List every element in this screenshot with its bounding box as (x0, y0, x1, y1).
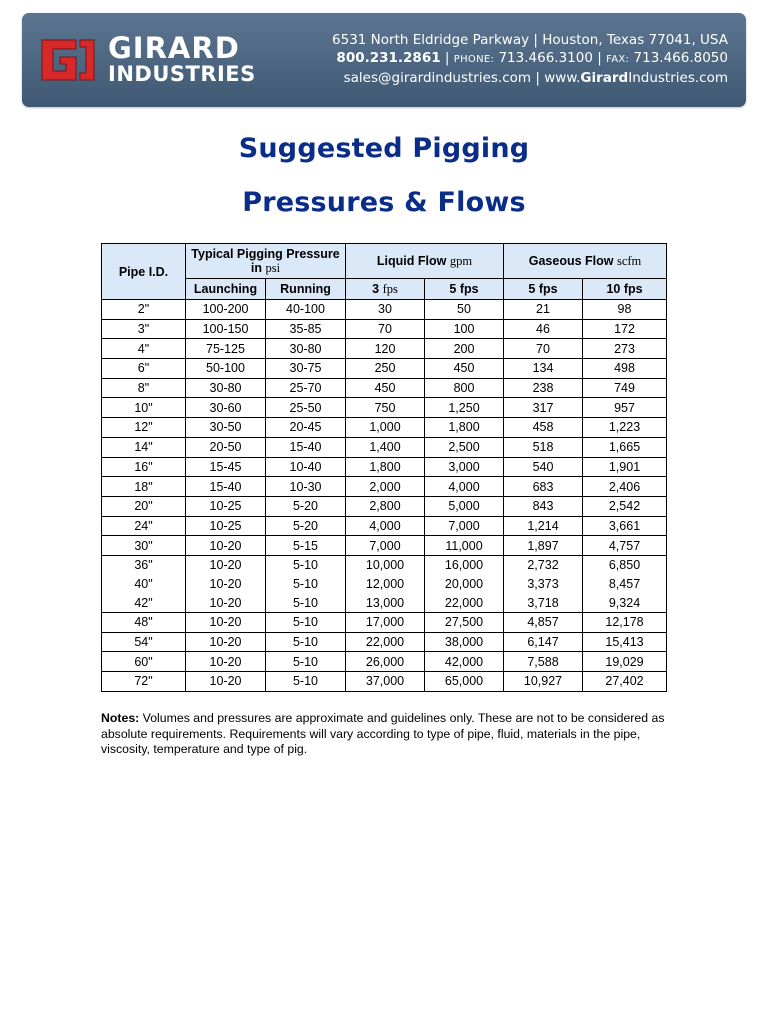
cell-gas-10fps: 273 (583, 339, 667, 359)
notes-label: Notes: (101, 711, 140, 725)
table-row (102, 418, 667, 438)
cell-running: 5-10 (266, 575, 346, 594)
cell-liquid-5fps: 1,800 (425, 418, 504, 438)
header-gas-10fps: 10 fps (583, 279, 667, 300)
page-title-line1: Suggested Pigging (238, 133, 530, 164)
cell-liquid-3fps: 250 (346, 359, 425, 379)
cell-liquid-5fps: 16,000 (425, 555, 504, 574)
table-row (102, 672, 667, 692)
table-row (102, 339, 667, 359)
cell-pipe-id: 40" (102, 575, 186, 594)
cell-running: 5-15 (266, 536, 346, 556)
header-running: Running (266, 279, 346, 300)
cell-running: 30-75 (266, 359, 346, 379)
cell-pipe-id: 8" (102, 378, 186, 398)
cell-launching: 30-60 (186, 398, 266, 418)
cell-pipe-id: 12" (102, 418, 186, 438)
cell-gas-10fps: 27,402 (583, 672, 667, 692)
cell-liquid-5fps: 20,000 (425, 575, 504, 594)
table-row (102, 300, 667, 320)
cell-liquid-5fps: 11,000 (425, 536, 504, 556)
header-liquid-5fps: 5 fps (425, 279, 504, 300)
cell-running: 20-45 (266, 418, 346, 438)
cell-liquid-3fps: 2,000 (346, 477, 425, 497)
table-row (102, 613, 667, 633)
cell-liquid-3fps: 750 (346, 398, 425, 418)
phone-number: 713.466.3100 (498, 50, 593, 66)
table-row (102, 477, 667, 497)
brand-name (108, 31, 256, 86)
cell-pipe-id: 10" (102, 398, 186, 418)
cell-pipe-id: 72" (102, 672, 186, 692)
cell-launching: 30-80 (186, 378, 266, 398)
table-row (102, 437, 667, 457)
cell-running: 30-80 (266, 339, 346, 359)
cell-gas-10fps: 498 (583, 359, 667, 379)
cell-gas-5fps: 238 (504, 378, 583, 398)
cell-liquid-5fps: 38,000 (425, 632, 504, 652)
header-liquid-flow: Liquid Flow gpm (346, 244, 504, 279)
table-row (102, 536, 667, 556)
website-link[interactable]: www.GirardIndustries.com (544, 70, 728, 86)
cell-gas-5fps: 518 (504, 437, 583, 457)
header-liquid-3fps: 3 fps (346, 279, 425, 300)
table-row (102, 652, 667, 672)
cell-pipe-id: 14" (102, 437, 186, 457)
cell-pipe-id: 3" (102, 319, 186, 339)
cell-gas-5fps: 4,857 (504, 613, 583, 633)
cell-pipe-id: 6" (102, 359, 186, 379)
phone-line: 800.231.2861 | PHONE: 713.466.3100 | FAX: 713.466.8050 (336, 50, 728, 66)
cell-launching: 10-20 (186, 536, 266, 556)
cell-running: 5-10 (266, 555, 346, 574)
header-gas-5fps: 5 fps (504, 279, 583, 300)
cell-gas-10fps: 1,901 (583, 457, 667, 477)
cell-liquid-5fps: 65,000 (425, 672, 504, 692)
cell-liquid-3fps: 37,000 (346, 672, 425, 692)
table-row (102, 632, 667, 652)
cell-liquid-3fps: 17,000 (346, 613, 425, 633)
table-row (102, 319, 667, 339)
table-row (102, 555, 667, 574)
table-row (102, 457, 667, 477)
cell-pipe-id: 48" (102, 613, 186, 633)
phone-label: PHONE: (453, 54, 495, 65)
cell-liquid-3fps: 1,000 (346, 418, 425, 438)
cell-launching: 20-50 (186, 437, 266, 457)
web-line: sales@girardindustries.com | www.GirardIndustries.com (343, 70, 728, 86)
cell-gas-5fps: 46 (504, 319, 583, 339)
cell-gas-5fps: 2,732 (504, 555, 583, 574)
cell-running: 5-10 (266, 613, 346, 633)
notes-text: Volumes and pressures are approximate and guidelines only. These are not to be considered as absolute requirements. Requirements will vary according to type of pipe, fluid, materials in the pipe, viscosity, temperature and type of pig. (101, 711, 665, 756)
pigging-table (101, 243, 667, 692)
cell-running: 10-30 (266, 477, 346, 497)
cell-pipe-id: 2" (102, 300, 186, 320)
cell-gas-5fps: 843 (504, 496, 583, 516)
page-title-line2: Pressures & Flows (242, 187, 526, 218)
cell-launching: 10-20 (186, 575, 266, 594)
cell-liquid-5fps: 2,500 (425, 437, 504, 457)
cell-liquid-3fps: 26,000 (346, 652, 425, 672)
cell-pipe-id: 30" (102, 536, 186, 556)
cell-launching: 50-100 (186, 359, 266, 379)
cell-running: 5-20 (266, 516, 346, 536)
girard-logo-icon (38, 34, 98, 86)
cell-launching: 10-25 (186, 516, 266, 536)
cell-gas-5fps: 3,373 (504, 575, 583, 594)
cell-liquid-3fps: 10,000 (346, 555, 425, 574)
cell-launching: 10-25 (186, 496, 266, 516)
cell-liquid-5fps: 22,000 (425, 593, 504, 612)
table-row (102, 359, 667, 379)
cell-launching: 100-150 (186, 319, 266, 339)
cell-pipe-id: 18" (102, 477, 186, 497)
table-row (102, 593, 667, 612)
cell-pipe-id: 4" (102, 339, 186, 359)
cell-gas-10fps: 12,178 (583, 613, 667, 633)
cell-gas-10fps: 98 (583, 300, 667, 320)
cell-launching: 100-200 (186, 300, 266, 320)
cell-liquid-5fps: 50 (425, 300, 504, 320)
cell-gas-10fps: 6,850 (583, 555, 667, 574)
cell-gas-5fps: 683 (504, 477, 583, 497)
cell-gas-5fps: 1,897 (504, 536, 583, 556)
cell-liquid-5fps: 42,000 (425, 652, 504, 672)
cell-liquid-3fps: 22,000 (346, 632, 425, 652)
cell-launching: 75-125 (186, 339, 266, 359)
brand-line2: INDUSTRIES (108, 62, 256, 86)
cell-launching: 10-20 (186, 652, 266, 672)
cell-launching: 10-20 (186, 613, 266, 633)
cell-gas-5fps: 70 (504, 339, 583, 359)
cell-liquid-5fps: 4,000 (425, 477, 504, 497)
table-row (102, 575, 667, 594)
cell-gas-10fps: 957 (583, 398, 667, 418)
cell-liquid-5fps: 100 (425, 319, 504, 339)
email-link[interactable]: sales@girardindustries.com (343, 70, 532, 86)
cell-gas-10fps: 1,223 (583, 418, 667, 438)
notes (101, 711, 671, 758)
cell-running: 5-10 (266, 632, 346, 652)
cell-gas-5fps: 458 (504, 418, 583, 438)
cell-pipe-id: 54" (102, 632, 186, 652)
cell-gas-5fps: 317 (504, 398, 583, 418)
cell-running: 5-20 (266, 496, 346, 516)
cell-gas-10fps: 19,029 (583, 652, 667, 672)
cell-launching: 10-20 (186, 593, 266, 612)
cell-liquid-5fps: 27,500 (425, 613, 504, 633)
cell-liquid-5fps: 1,250 (425, 398, 504, 418)
cell-gas-5fps: 3,718 (504, 593, 583, 612)
cell-gas-10fps: 2,542 (583, 496, 667, 516)
table-row (102, 516, 667, 536)
cell-running: 15-40 (266, 437, 346, 457)
table-row (102, 496, 667, 516)
cell-launching: 10-20 (186, 555, 266, 574)
cell-gas-5fps: 10,927 (504, 672, 583, 692)
cell-running: 5-10 (266, 652, 346, 672)
cell-liquid-3fps: 7,000 (346, 536, 425, 556)
cell-running: 5-10 (266, 593, 346, 612)
header-pressure: Typical Pigging Pressure in psi (186, 244, 346, 279)
fax-label: FAX: (606, 54, 630, 65)
cell-pipe-id: 60" (102, 652, 186, 672)
cell-gas-10fps: 2,406 (583, 477, 667, 497)
cell-liquid-3fps: 12,000 (346, 575, 425, 594)
cell-liquid-3fps: 70 (346, 319, 425, 339)
cell-liquid-3fps: 13,000 (346, 593, 425, 612)
cell-pipe-id: 36" (102, 555, 186, 574)
cell-gas-10fps: 15,413 (583, 632, 667, 652)
cell-launching: 15-40 (186, 477, 266, 497)
contact-info (332, 31, 728, 87)
table-body (102, 300, 667, 692)
cell-gas-10fps: 8,457 (583, 575, 667, 594)
cell-pipe-id: 20" (102, 496, 186, 516)
cell-running: 40-100 (266, 300, 346, 320)
cell-gas-10fps: 1,665 (583, 437, 667, 457)
cell-launching: 15-45 (186, 457, 266, 477)
cell-liquid-5fps: 5,000 (425, 496, 504, 516)
cell-liquid-3fps: 120 (346, 339, 425, 359)
tollfree-number: 800.231.2861 (336, 50, 441, 66)
cell-launching: 10-20 (186, 632, 266, 652)
cell-liquid-5fps: 800 (425, 378, 504, 398)
header-gaseous-flow: Gaseous Flow scfm (504, 244, 667, 279)
header-pipe-id: Pipe I.D. (102, 244, 186, 300)
cell-liquid-5fps: 200 (425, 339, 504, 359)
cell-gas-10fps: 749 (583, 378, 667, 398)
cell-liquid-3fps: 2,800 (346, 496, 425, 516)
cell-gas-10fps: 3,661 (583, 516, 667, 536)
cell-liquid-5fps: 450 (425, 359, 504, 379)
cell-running: 25-70 (266, 378, 346, 398)
cell-gas-5fps: 134 (504, 359, 583, 379)
cell-running: 25-50 (266, 398, 346, 418)
cell-launching: 10-20 (186, 672, 266, 692)
cell-pipe-id: 42" (102, 593, 186, 612)
cell-gas-10fps: 4,757 (583, 536, 667, 556)
table-row (102, 398, 667, 418)
cell-liquid-3fps: 4,000 (346, 516, 425, 536)
table-row (102, 378, 667, 398)
cell-gas-5fps: 6,147 (504, 632, 583, 652)
cell-liquid-3fps: 1,400 (346, 437, 425, 457)
cell-gas-10fps: 9,324 (583, 593, 667, 612)
brand-line1: GIRARD (108, 31, 240, 65)
cell-gas-5fps: 21 (504, 300, 583, 320)
cell-gas-5fps: 540 (504, 457, 583, 477)
cell-launching: 30-50 (186, 418, 266, 438)
address: 6531 North Eldridge Parkway | Houston, Texas 77041, USA (332, 32, 728, 48)
cell-gas-5fps: 1,214 (504, 516, 583, 536)
cell-gas-5fps: 7,588 (504, 652, 583, 672)
cell-gas-10fps: 172 (583, 319, 667, 339)
cell-running: 5-10 (266, 672, 346, 692)
cell-liquid-5fps: 7,000 (425, 516, 504, 536)
cell-liquid-5fps: 3,000 (425, 457, 504, 477)
cell-running: 35-85 (266, 319, 346, 339)
cell-liquid-3fps: 450 (346, 378, 425, 398)
fax-number: 713.466.8050 (633, 50, 728, 66)
cell-liquid-3fps: 1,800 (346, 457, 425, 477)
cell-running: 10-40 (266, 457, 346, 477)
cell-pipe-id: 16" (102, 457, 186, 477)
cell-pipe-id: 24" (102, 516, 186, 536)
header-launching: Launching (186, 279, 266, 300)
cell-liquid-3fps: 30 (346, 300, 425, 320)
